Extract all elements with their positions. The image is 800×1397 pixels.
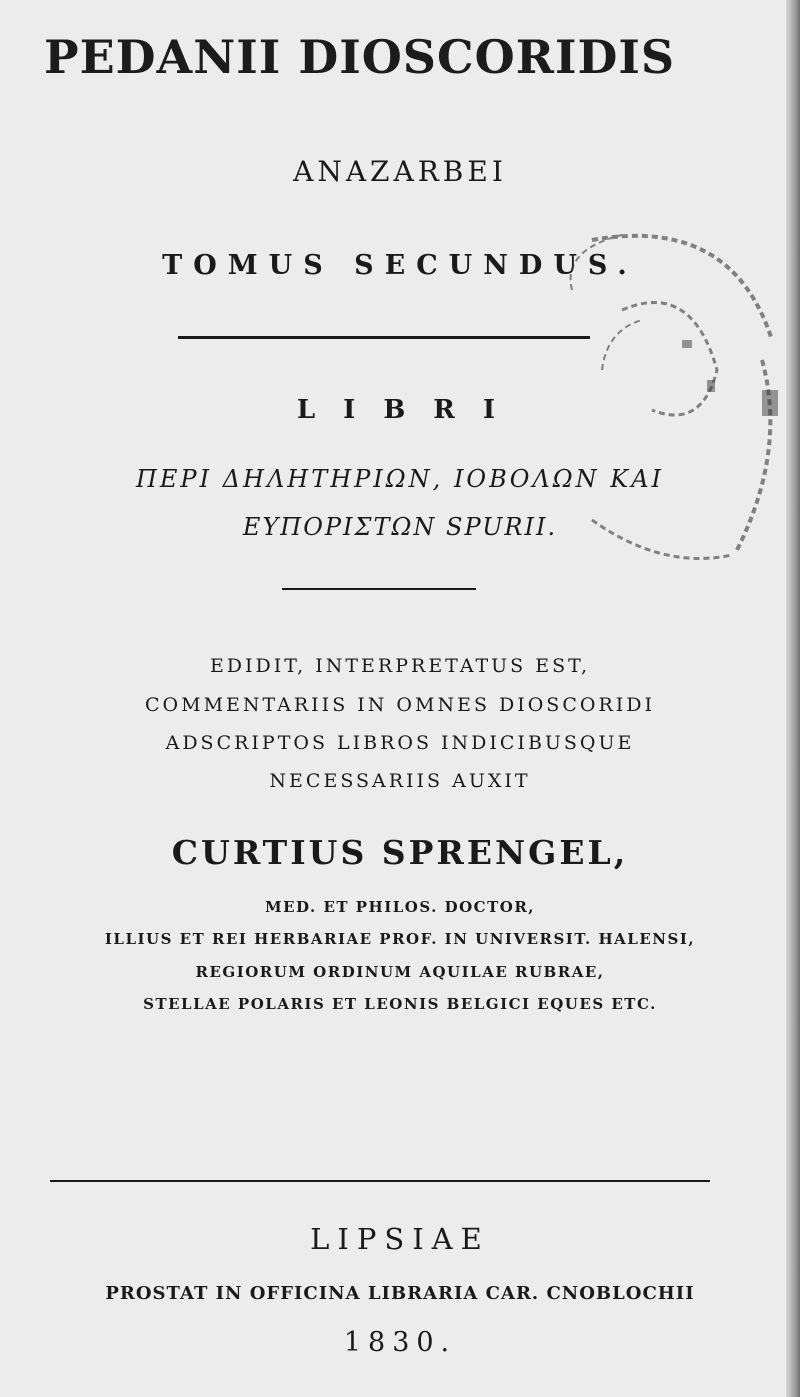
editor-line-4: NECESSARIIS AUXIT <box>269 770 531 792</box>
volume-label: TOMUS SECUNDUS. <box>162 250 638 281</box>
credential-line-2: ILLIUS ET REI HERBARIAE PROF. IN UNIVERSIT. HALENSI, <box>104 930 696 948</box>
greek-title-line-1: ΠΕΡΙ ΔΗΛΗΤΗΡΙΩΝ, ΙΟΒΟΛΩΝ ΚΑΙ <box>135 465 665 493</box>
editor-line-1: EDIDIT, INTERPRETATUS EST, <box>209 655 591 677</box>
library-stamp-icon <box>532 220 792 580</box>
editor-line-3: ADSCRIPTOS LIBROS INDICIBUSQUE <box>165 732 635 754</box>
book-title: PEDANII DIOSCORIDIS <box>44 30 676 84</box>
author-epithet: ANAZARBEI <box>293 155 507 188</box>
publisher-line: PROSTAT IN OFFICINA LIBRARIA CAR. CNOBLOCHII <box>105 1283 695 1304</box>
credential-line-4: STELLAE POLARIS ET LEONIS BELGICI EQUES ETC. <box>143 995 657 1013</box>
libri-heading: LIBRI <box>296 395 524 425</box>
publication-year: 1830. <box>343 1327 457 1358</box>
editor-line-2: COMMENTARIIS IN OMNES DIOSCORIDI <box>145 694 655 716</box>
short-divider-rule <box>282 588 476 590</box>
publication-place: LIPSIAE <box>310 1222 490 1256</box>
credential-line-3: REGIORUM ORDINUM AQUILAE RUBRAE, <box>195 963 605 981</box>
divider-rule <box>178 336 590 339</box>
bottom-divider-rule <box>50 1180 710 1182</box>
credential-line-1: MED. ET PHILOS. DOCTOR, <box>264 898 536 916</box>
editor-name: CURTIUS SPRENGEL, <box>171 833 629 872</box>
greek-title-line-2: ΕΥΠΟΡΙΣΤΩΝ SPURII. <box>242 513 558 541</box>
